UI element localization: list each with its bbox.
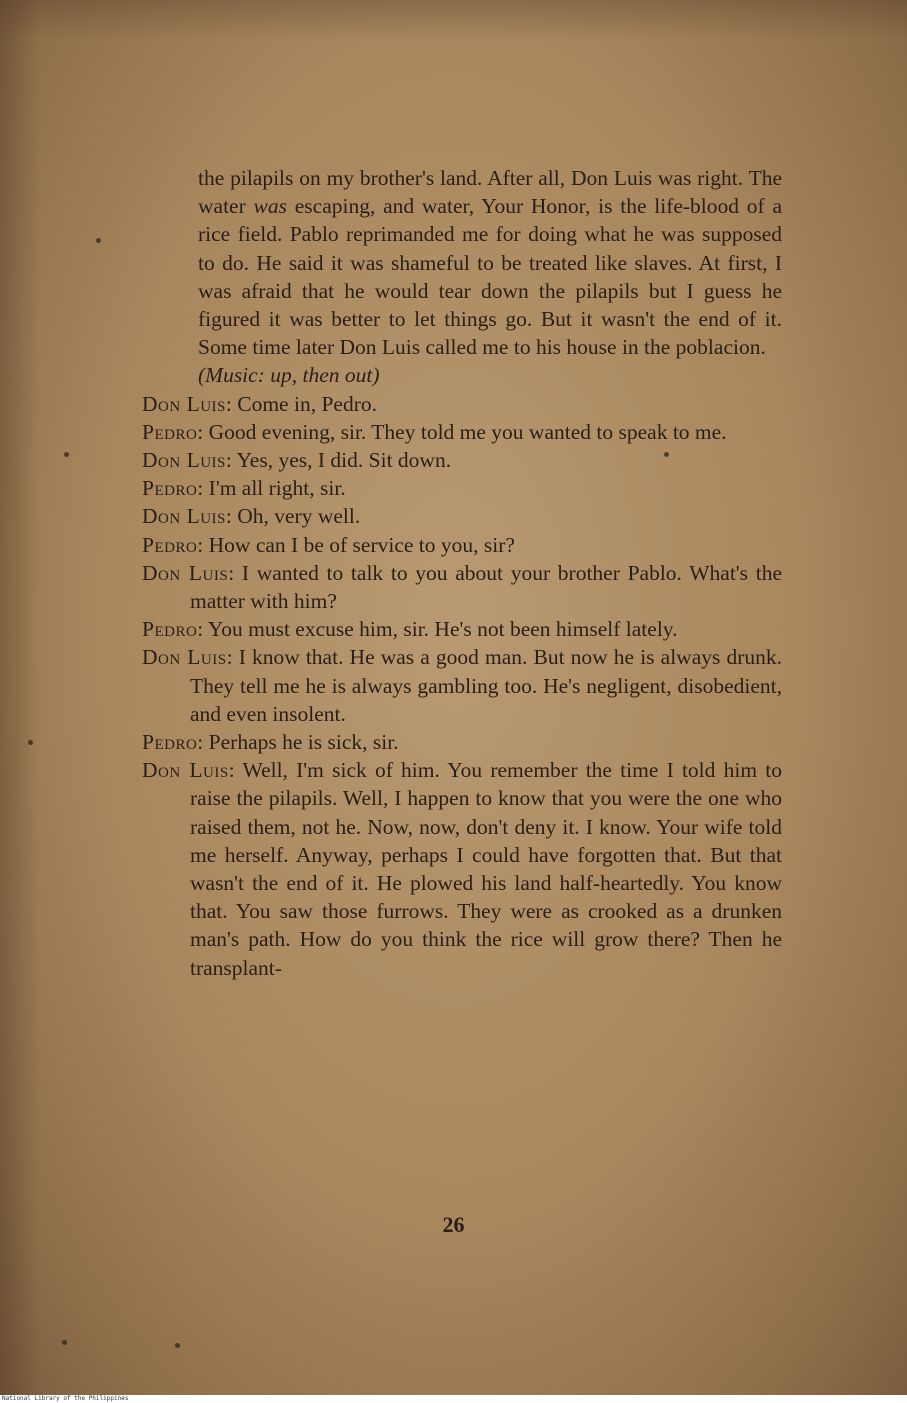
- stage-direction: (Music: up, then out): [198, 363, 380, 388]
- emphasized-word: was: [253, 194, 287, 219]
- dialogue-entry: [142, 502, 782, 530]
- speaker-name: Don Luis: [142, 560, 229, 585]
- speaker-colon: :: [197, 617, 208, 642]
- opening-paragraph: [142, 164, 782, 361]
- speaker-name: Pedro: [142, 476, 198, 501]
- speaker-name: Pedro: [142, 617, 198, 642]
- dialogue-entry: [142, 643, 782, 728]
- dialogue-line: I know that. He was a good man. But now he is always drunk. They tell me he is always gambling too. He's negligent, disobedient, and even insolent.: [190, 645, 782, 726]
- speaker-name: Pedro: [142, 419, 198, 444]
- dialogue-line: Come in, Pedro.: [237, 391, 377, 416]
- dialogue-entry: [142, 418, 782, 446]
- opening-text-b: escaping, and water, Your Honor, is the life-blood of a rice field. Pablo reprimanded me for doing what he was supposed to do. He said it was shameful to be treated like slaves. At first, I was afraid that he would tear down the pilapils but I guess he figured it was better to let things go. But it wasn't the end of it. Some time later Don Luis called me to his house in the poblacion.: [198, 194, 782, 360]
- dialogue-entry: [142, 390, 782, 418]
- dialogue-entry: [142, 531, 782, 559]
- dialogue-list: [142, 390, 782, 982]
- speaker-colon: :: [197, 532, 209, 557]
- opening-text-a: the pilapils on my brother's land. After all, Don Luis was right. The water: [198, 166, 782, 219]
- speaker-name: Pedro: [142, 532, 198, 557]
- speaker-name: Don Luis: [142, 645, 227, 670]
- ink-speck: [62, 1340, 67, 1345]
- page-number: 26: [442, 1212, 465, 1237]
- speaker-name: Don Luis: [142, 391, 226, 416]
- speaker-colon: :: [225, 504, 238, 529]
- document-body: [142, 164, 782, 982]
- speaker-colon: :: [225, 448, 237, 473]
- speaker-name: Don Luis: [142, 758, 229, 783]
- dialogue-line: How can I be of service to you, sir?: [208, 532, 515, 557]
- speaker-colon: :: [228, 560, 242, 585]
- dialogue-line: Oh, very well.: [237, 504, 361, 529]
- speaker-colon: :: [226, 645, 239, 670]
- dialogue-entry: [142, 559, 782, 615]
- speaker-name: Don Luis: [142, 448, 226, 473]
- speaker-colon: :: [225, 391, 238, 416]
- ink-speck: [64, 452, 69, 457]
- dialogue-line: I'm all right, sir.: [208, 476, 346, 501]
- dialogue-line: Perhaps he is sick, sir.: [208, 730, 399, 755]
- speaker-colon: :: [197, 419, 209, 444]
- dialogue-entry: [142, 756, 782, 982]
- dialogue-line: You must excuse him, sir. He's not been himself lately.: [207, 617, 678, 642]
- dialogue-line: Well, I'm sick of him. You remember the time I told him to raise the pilapils. Well, I happen to know that you were the one who raised them, not he. Now, now, don't deny it. I know. Your wife told me herself. Anyway, perhaps I could have forgotten that. But that wasn't the end of it. He plowed his land half-heartedly. You know that. You saw those furrows. They were as crooked as a drunken man's path. How do you think the rice will grow there? Then he transplant-: [190, 758, 782, 980]
- speaker-colon: :: [197, 730, 209, 755]
- dialogue-entry: [142, 474, 782, 502]
- speaker-colon: :: [228, 758, 243, 783]
- ink-speck: [96, 238, 101, 243]
- dialogue-line: I wanted to talk to you about your brother Pablo. What's the matter with him?: [190, 560, 782, 614]
- dialogue-entry: [142, 728, 782, 756]
- footer: [0, 1396, 907, 1403]
- speaker-colon: :: [197, 476, 209, 501]
- dialogue-line: Good evening, sir. They told me you wanted to speak to me.: [208, 419, 727, 444]
- ink-speck: [28, 740, 33, 745]
- dialogue-line: Yes, yes, I did. Sit down.: [236, 448, 452, 473]
- speaker-name: Pedro: [142, 730, 198, 755]
- footer-credit: National Library of the Philippines: [2, 1395, 129, 1402]
- dialogue-entry: [142, 615, 782, 643]
- dialogue-entry: [142, 446, 782, 474]
- ink-speck: [175, 1343, 180, 1348]
- speaker-name: Don Luis: [142, 504, 226, 529]
